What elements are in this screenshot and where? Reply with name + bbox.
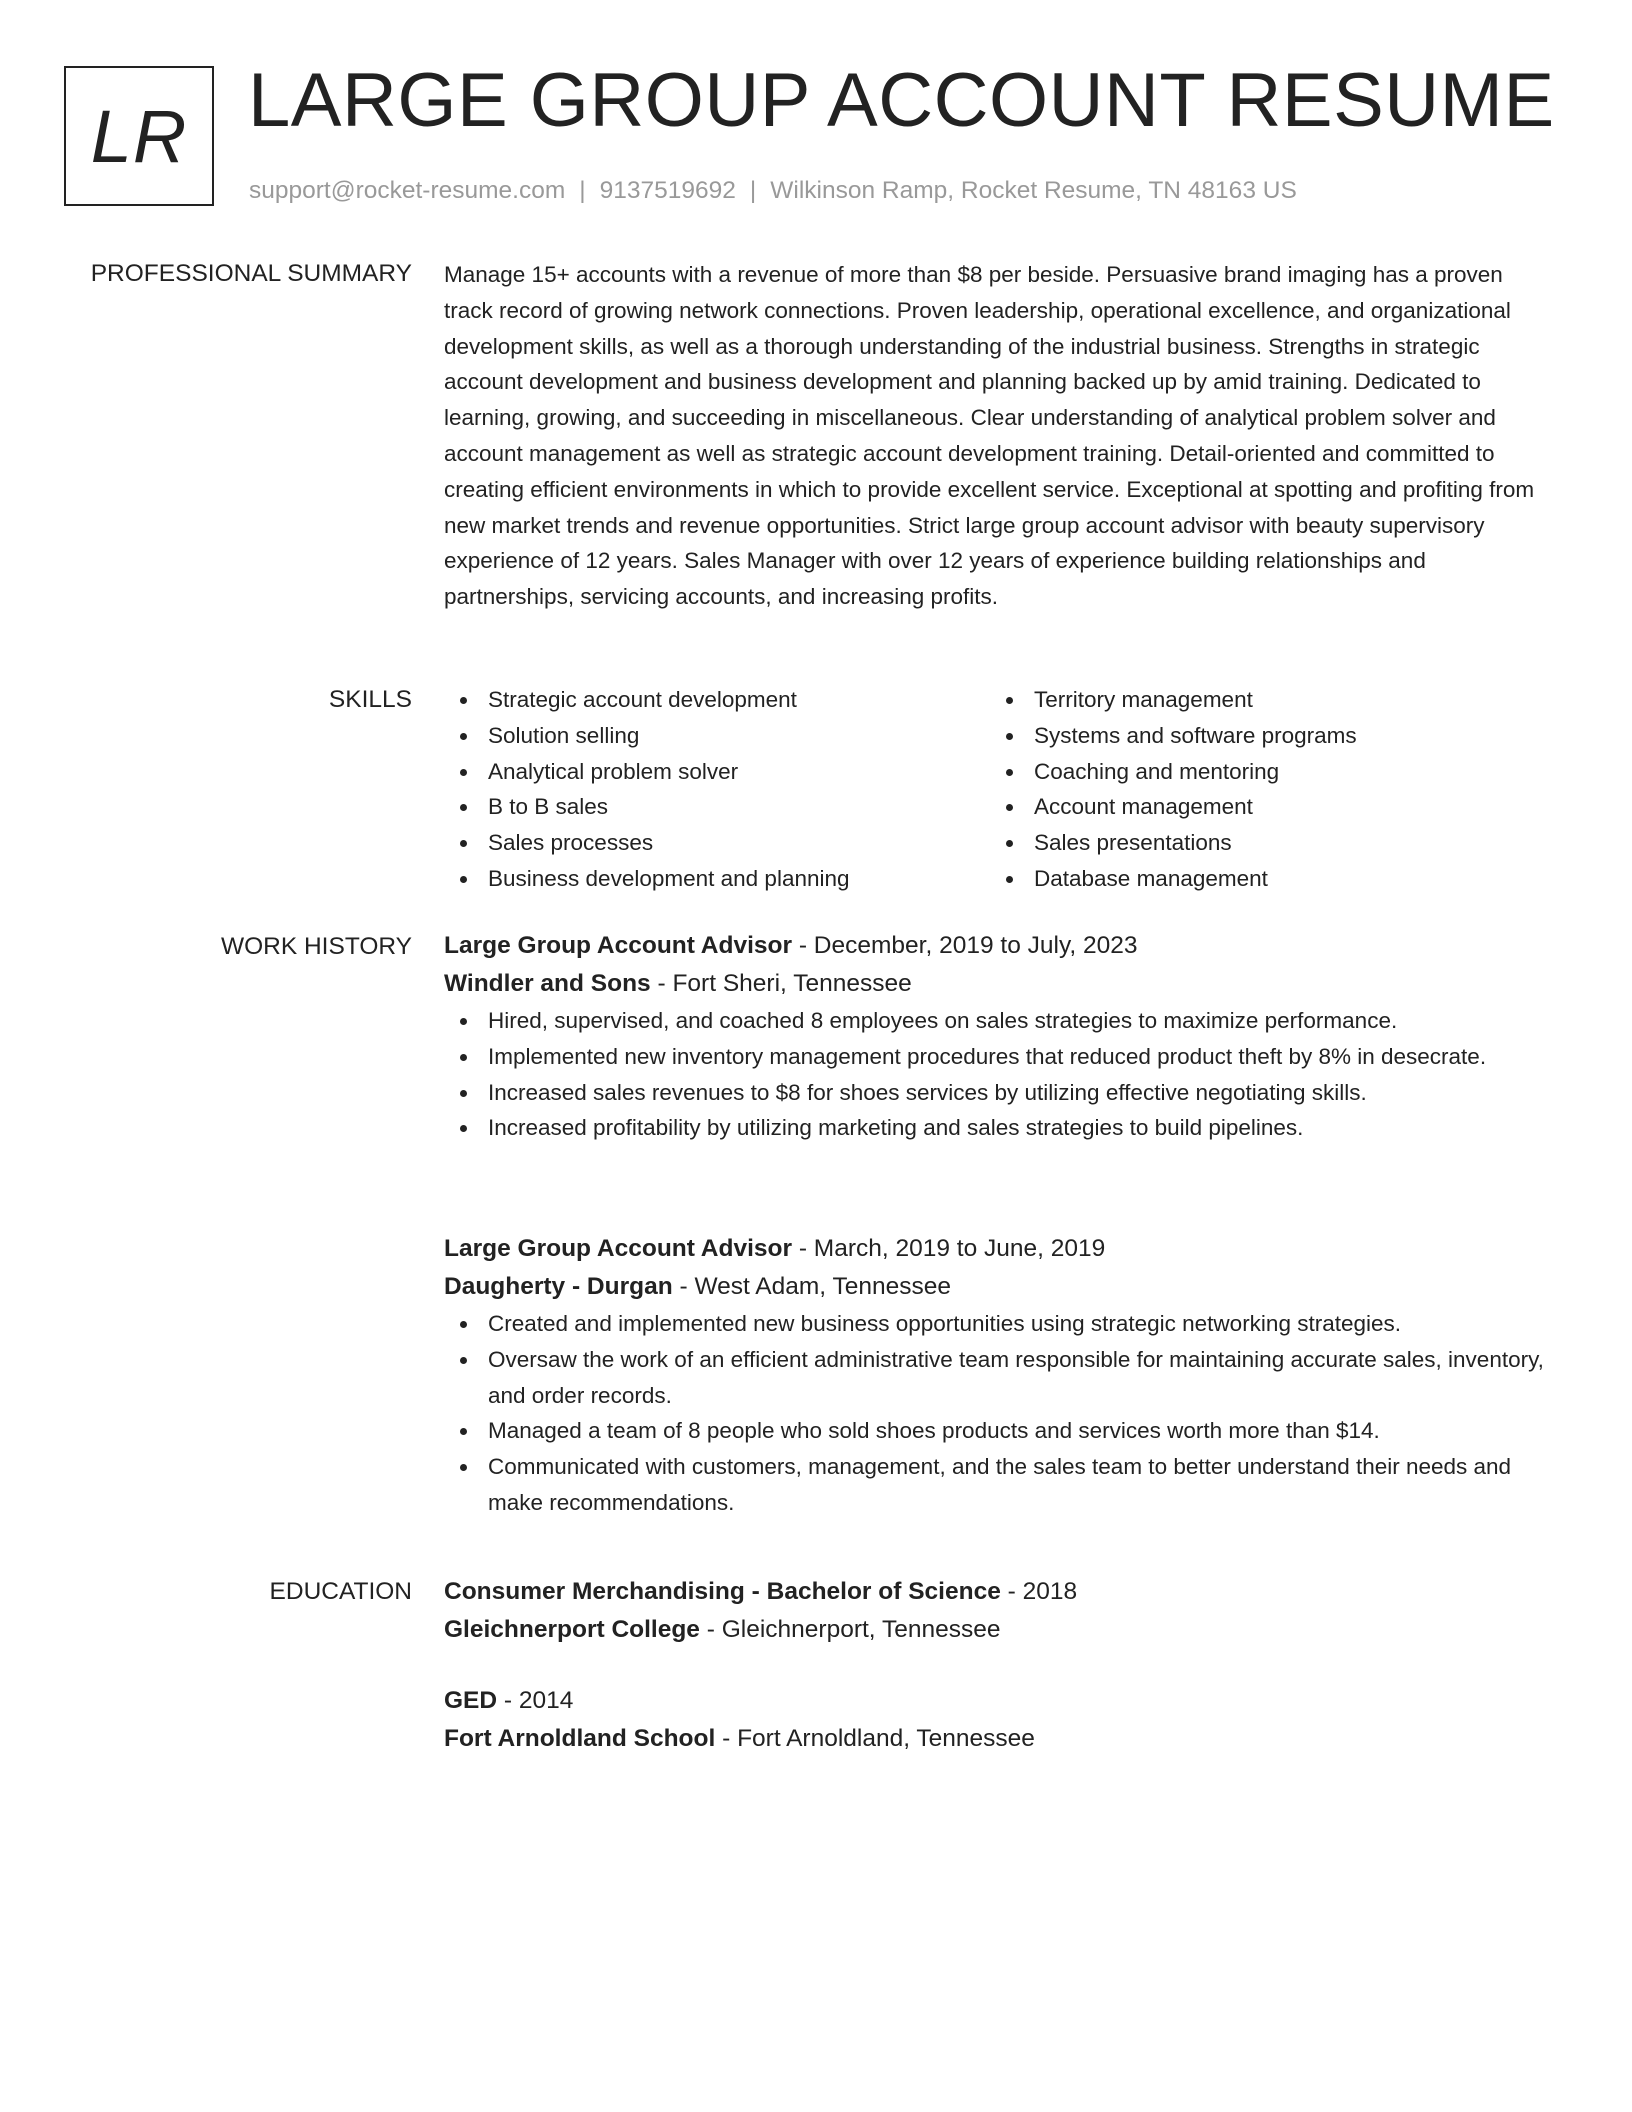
job-bullet: Increased profitability by utilizing marketing and sales strategies to build pipelines. xyxy=(444,1110,1554,1146)
education-school: Gleichnerport College xyxy=(444,1616,700,1643)
summary-text: Manage 15+ accounts with a revenue of more than $8 per beside. Persuasive brand imaging has a proven track record of growing network connections. Proven leadership, operational excellence, and organizational development skills, as well as a thorough understanding of the industrial business. Strengths in strategic account development and business development and planning backed up by amid training. Dedicated to learning, growing, and succeeding in miscellaneous. Clear understanding of analytical problem solver and account management as well as strategic account development training. Detail-oriented and committed to creating efficient environments in which to provide excellent service. Exceptional at spotting and profiting from new market trends and revenue opportunities. Strict large group account advisor with beauty supervisory experience of 12 years. Sales Manager with over 12 years of experience building relationships and partnerships, servicing accounts, and increasing profits. xyxy=(444,262,1535,610)
job-title: Large Group Account Advisor xyxy=(444,932,793,959)
summary-section xyxy=(444,257,1554,615)
skills-list-left xyxy=(444,682,990,897)
section-label-summary: PROFESSIONAL SUMMARY xyxy=(90,260,412,287)
education-school-line xyxy=(444,1611,1554,1649)
skills-list-right xyxy=(990,682,1536,897)
job-title: Large Group Account Advisor xyxy=(444,1235,793,1262)
job-company: Windler and Sons xyxy=(444,970,651,997)
section-label-education: EDUCATION xyxy=(269,1578,412,1605)
skill-item: Strategic account development xyxy=(444,682,990,718)
education-degree-line xyxy=(444,1682,1554,1720)
contact-email: support@rocket-resume.com xyxy=(249,177,566,204)
job-bullets xyxy=(444,1003,1554,1146)
education-school-line xyxy=(444,1720,1554,1758)
job-dates: - March, 2019 to June, 2019 xyxy=(792,1235,1106,1262)
skill-item: B to B sales xyxy=(444,789,990,825)
resume-title: LARGE GROUP ACCOUNT RESUME xyxy=(248,58,1555,143)
skill-item: Account management xyxy=(990,789,1536,825)
skill-item: Analytical problem solver xyxy=(444,754,990,790)
skill-item: Database management xyxy=(990,861,1536,897)
education-degree: GED xyxy=(444,1687,498,1714)
skills-section xyxy=(444,682,1554,897)
education-school: Fort Arnoldland School xyxy=(444,1725,716,1752)
skill-item: Systems and software programs xyxy=(990,718,1536,754)
job-bullet: Oversaw the work of an efficient administrative team responsible for maintaining accurate sales, inventory, and order records. xyxy=(444,1342,1554,1414)
job-bullet: Managed a team of 8 people who sold shoes products and services worth more than $14. xyxy=(444,1413,1554,1449)
job-entry xyxy=(444,927,1554,1146)
skill-item: Solution selling xyxy=(444,718,990,754)
skill-item: Sales presentations xyxy=(990,825,1536,861)
contact-separator: | xyxy=(579,177,586,204)
job-company-line xyxy=(444,1268,1554,1306)
education-year: - 2014 xyxy=(497,1687,574,1714)
job-bullet: Hired, supervised, and coached 8 employees on sales strategies to maximize performance. xyxy=(444,1003,1554,1039)
section-label-skills: SKILLS xyxy=(328,686,412,713)
job-bullet: Implemented new inventory management procedures that reduced product theft by 8% in desecrate. xyxy=(444,1039,1554,1075)
job-company-line xyxy=(444,965,1554,1003)
education-degree: Consumer Merchandising - Bachelor of Science xyxy=(444,1578,1001,1605)
skill-item: Business development and planning xyxy=(444,861,990,897)
job-bullet: Created and implemented new business opportunities using strategic networking strategies. xyxy=(444,1306,1554,1342)
job-location: - Fort Sheri, Tennessee xyxy=(650,970,912,997)
contact-phone: 9137519692 xyxy=(599,177,736,204)
education-entry xyxy=(444,1682,1554,1758)
job-dates: - December, 2019 to July, 2023 xyxy=(792,932,1138,959)
job-entry xyxy=(444,1230,1554,1521)
contact-line xyxy=(249,174,1297,208)
skill-item: Territory management xyxy=(990,682,1536,718)
job-title-line xyxy=(444,927,1554,965)
education-entry xyxy=(444,1573,1554,1649)
education-location: - Gleichnerport, Tennessee xyxy=(699,1616,1001,1643)
job-bullets xyxy=(444,1306,1554,1521)
education-location: - Fort Arnoldland, Tennessee xyxy=(715,1725,1035,1752)
job-bullet: Increased sales revenues to $8 for shoes services by utilizing effective negotiating skills. xyxy=(444,1075,1554,1111)
job-title-line xyxy=(444,1230,1554,1268)
skill-item: Sales processes xyxy=(444,825,990,861)
section-label-work-history: WORK HISTORY xyxy=(220,933,412,960)
contact-address: Wilkinson Ramp, Rocket Resume, TN 48163 US xyxy=(770,177,1297,204)
monogram-logo: LR xyxy=(64,66,214,206)
job-bullet: Communicated with customers, management, and the sales team to better understand their needs and make recommendations. xyxy=(444,1449,1554,1521)
education-year: - 2018 xyxy=(1000,1578,1078,1605)
job-company: Daugherty - Durgan xyxy=(444,1273,673,1300)
education-degree-line xyxy=(444,1573,1554,1611)
job-location: - West Adam, Tennessee xyxy=(672,1273,951,1300)
contact-separator: | xyxy=(749,177,757,204)
skill-item: Coaching and mentoring xyxy=(990,754,1536,790)
